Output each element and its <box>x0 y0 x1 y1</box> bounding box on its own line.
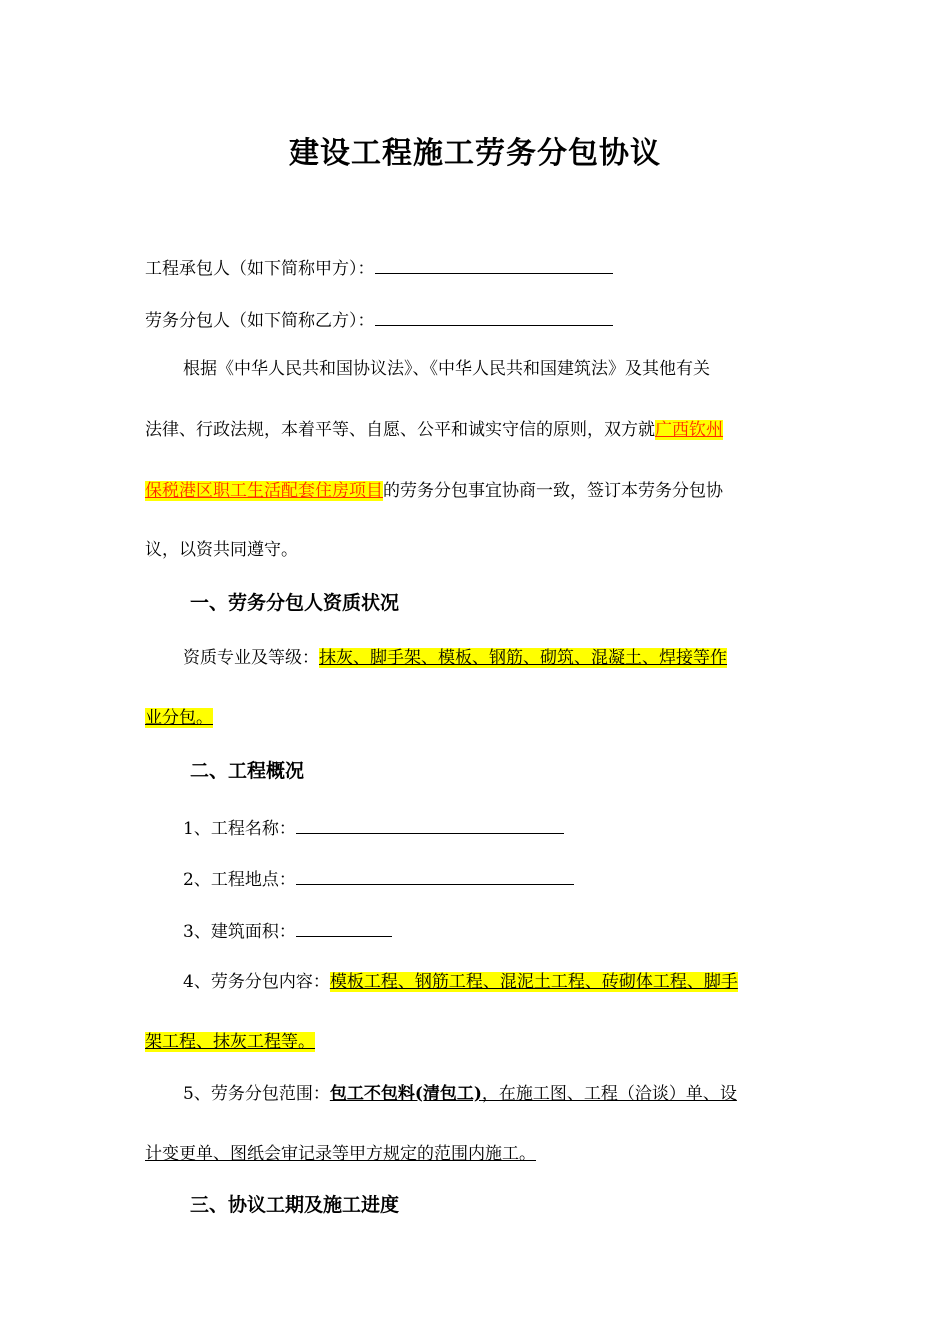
document-title: 建设工程施工劳务分包协议 <box>289 136 661 171</box>
project-name-line <box>183 815 564 841</box>
scope-range-line-2 <box>145 1142 536 1166</box>
project-location-label: 2、工程地点： <box>183 870 296 890</box>
qualification-line-1 <box>183 646 727 670</box>
qualification-label: 资质专业及等级： <box>183 648 319 668</box>
scope-content-line-1 <box>183 970 738 994</box>
building-area-blank[interactable] <box>296 918 392 937</box>
scope-range-text-1: ，在施工图、工程（洽谈）单、设 <box>481 1084 737 1104</box>
project-name-part2: 保税港区职工生活配套住房项目 <box>145 481 383 501</box>
subcontractor-label: 劳务分包人（如下简称乙方）： <box>145 311 375 331</box>
qualification-line-2 <box>145 706 213 730</box>
qualification-value-2: 业分包。 <box>145 708 213 728</box>
contractor-label: 工程承包人（如下简称甲方）： <box>145 259 375 279</box>
intro-line-3-text: 的劳务分包事宜协商一致，签订本劳务分包协 <box>383 481 723 501</box>
intro-line-2-text: 法律、行政法规，本着平等、自愿、公平和诚实守信的原则，双方就 <box>145 420 655 440</box>
project-name-part1: 广西钦州 <box>655 420 723 440</box>
contractor-blank[interactable] <box>375 255 613 274</box>
subcontractor-line <box>145 307 613 333</box>
scope-content-value-2: 架工程、抹灰工程等。 <box>145 1032 315 1052</box>
section-3-heading: 三、协议工期及施工进度 <box>190 1194 400 1216</box>
qualification-value-1: 抹灰、脚手架、模板、钢筋、砌筑、混凝土、焊接等作 <box>319 648 727 668</box>
project-location-line <box>183 866 574 892</box>
scope-range-bold: 包工不包料(清包工) <box>329 1084 482 1104</box>
section-2-heading: 二、工程概况 <box>190 760 305 782</box>
intro-line-2 <box>145 418 723 442</box>
intro-line-3 <box>145 479 723 503</box>
scope-content-label: 4、劳务分包内容： <box>183 972 330 992</box>
contractor-line <box>145 255 613 281</box>
project-location-blank[interactable] <box>296 866 574 885</box>
scope-content-value-1: 模板工程、钢筋工程、混泥土工程、砖砌体工程、脚手 <box>329 972 738 992</box>
intro-line-4: 议，以资共同遵守。 <box>145 540 298 560</box>
subcontractor-blank[interactable] <box>375 307 613 326</box>
scope-range-text-2: 计变更单、图纸会审记录等甲方规定的范围内施工。 <box>145 1144 536 1164</box>
scope-content-line-2 <box>145 1030 315 1054</box>
scope-range-line-1 <box>183 1082 737 1106</box>
section-1-heading: 一、劳务分包人资质状况 <box>190 592 400 614</box>
project-name-label: 1、工程名称： <box>183 819 296 839</box>
building-area-line <box>183 918 392 944</box>
scope-range-label: 5、劳务分包范围： <box>183 1084 330 1104</box>
intro-line-1: 根据《中华人民共和国协议法》、《中华人民共和国建筑法》及其他有关 <box>183 359 710 379</box>
project-name-blank[interactable] <box>296 815 564 834</box>
building-area-label: 3、建筑面积： <box>183 922 296 942</box>
